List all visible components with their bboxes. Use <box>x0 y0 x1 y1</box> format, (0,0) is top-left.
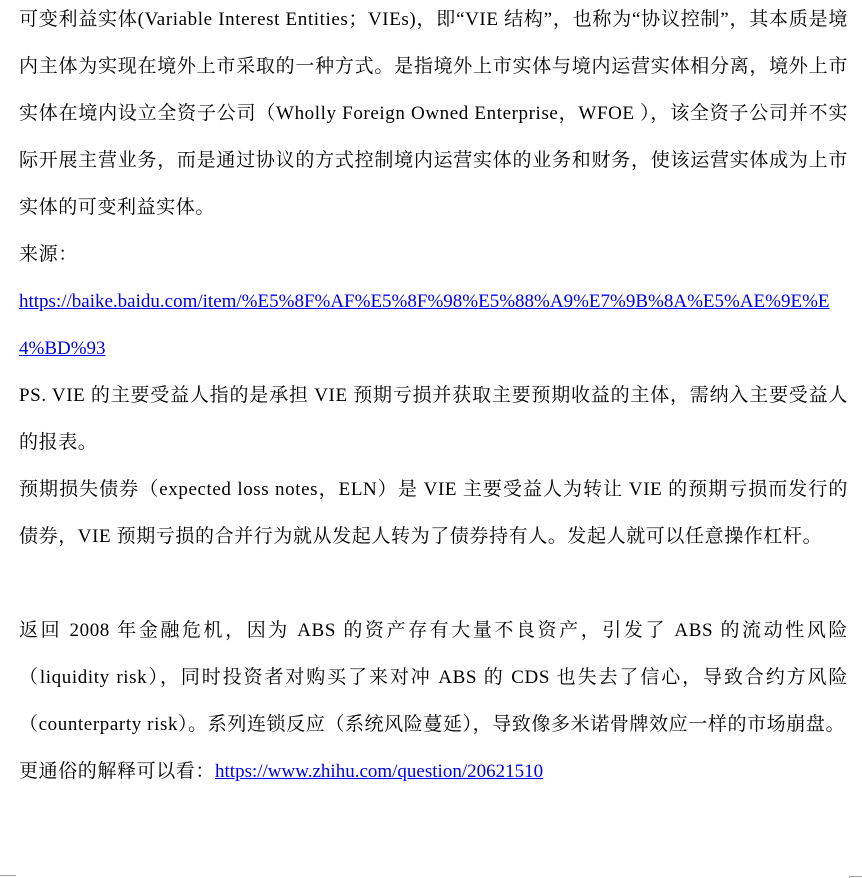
more-explanation-paragraph <box>19 748 848 795</box>
ps-primary-beneficiary-paragraph: PS. VIE 的主要受益人指的是承担 VIE 预期亏损并获取主要预期收益的主体，需纳入主要受益人的报表。 <box>19 385 848 453</box>
crop-mark-bottom-left <box>0 875 16 876</box>
baike-source-link[interactable]: https://baike.baidu.com/item/%E5%8F%AF%E5%8F%98%E5%88%A9%E7%9B%8A%E5%AE%9E%E4%BD%93 <box>19 291 830 359</box>
crop-mark-bottom-right <box>849 876 862 877</box>
zhihu-link[interactable]: https://www.zhihu.com/question/20621510 <box>215 761 544 782</box>
document-page <box>19 0 848 795</box>
more-explanation-label: 更通俗的解释可以看： <box>19 761 216 782</box>
expected-loss-notes-paragraph: 预期损失债券（expected loss notes，ELN）是 VIE 主要受益人为转让 VIE 的预期亏损而发行的债券，VIE 预期亏损的合并行为就从发起人转为了债券持有人。发起人就可以任意操作杠杆。 <box>19 479 848 547</box>
empty-line <box>19 560 848 607</box>
vie-definition-paragraph: 可变利益实体(Variable Interest Entities；VIEs)，即“VIE 结构”，也称为“协议控制”，其本质是境内主体为实现在境外上市采取的一种方式。是指境外上市实体与境内运营实体相分离，境外上市实体在境内设立全资子公司（Wholly Foreign Owned Enterprise，WFOE ），该全资子公司并不实际开展主营业务，而是通过协议的方式控制境内运营实体的业务和财务，使该运营实体成为上市实体的可变利益实体。 <box>19 9 848 218</box>
financial-crisis-paragraph: 返回 2008 年金融危机，因为 ABS 的资产存有大量不良资产，引发了 ABS 的流动性风险（liquidity risk），同时投资者对购买了来对冲 ABS 的 CDS 也失去了信心，导致合约方风险（counterparty risk）。系列连锁反应（系统风险蔓延），导致像多米诺骨牌效应一样的市场崩盘。 <box>19 620 848 735</box>
source-label: 来源： <box>19 244 78 265</box>
source-link-paragraph <box>19 278 848 372</box>
